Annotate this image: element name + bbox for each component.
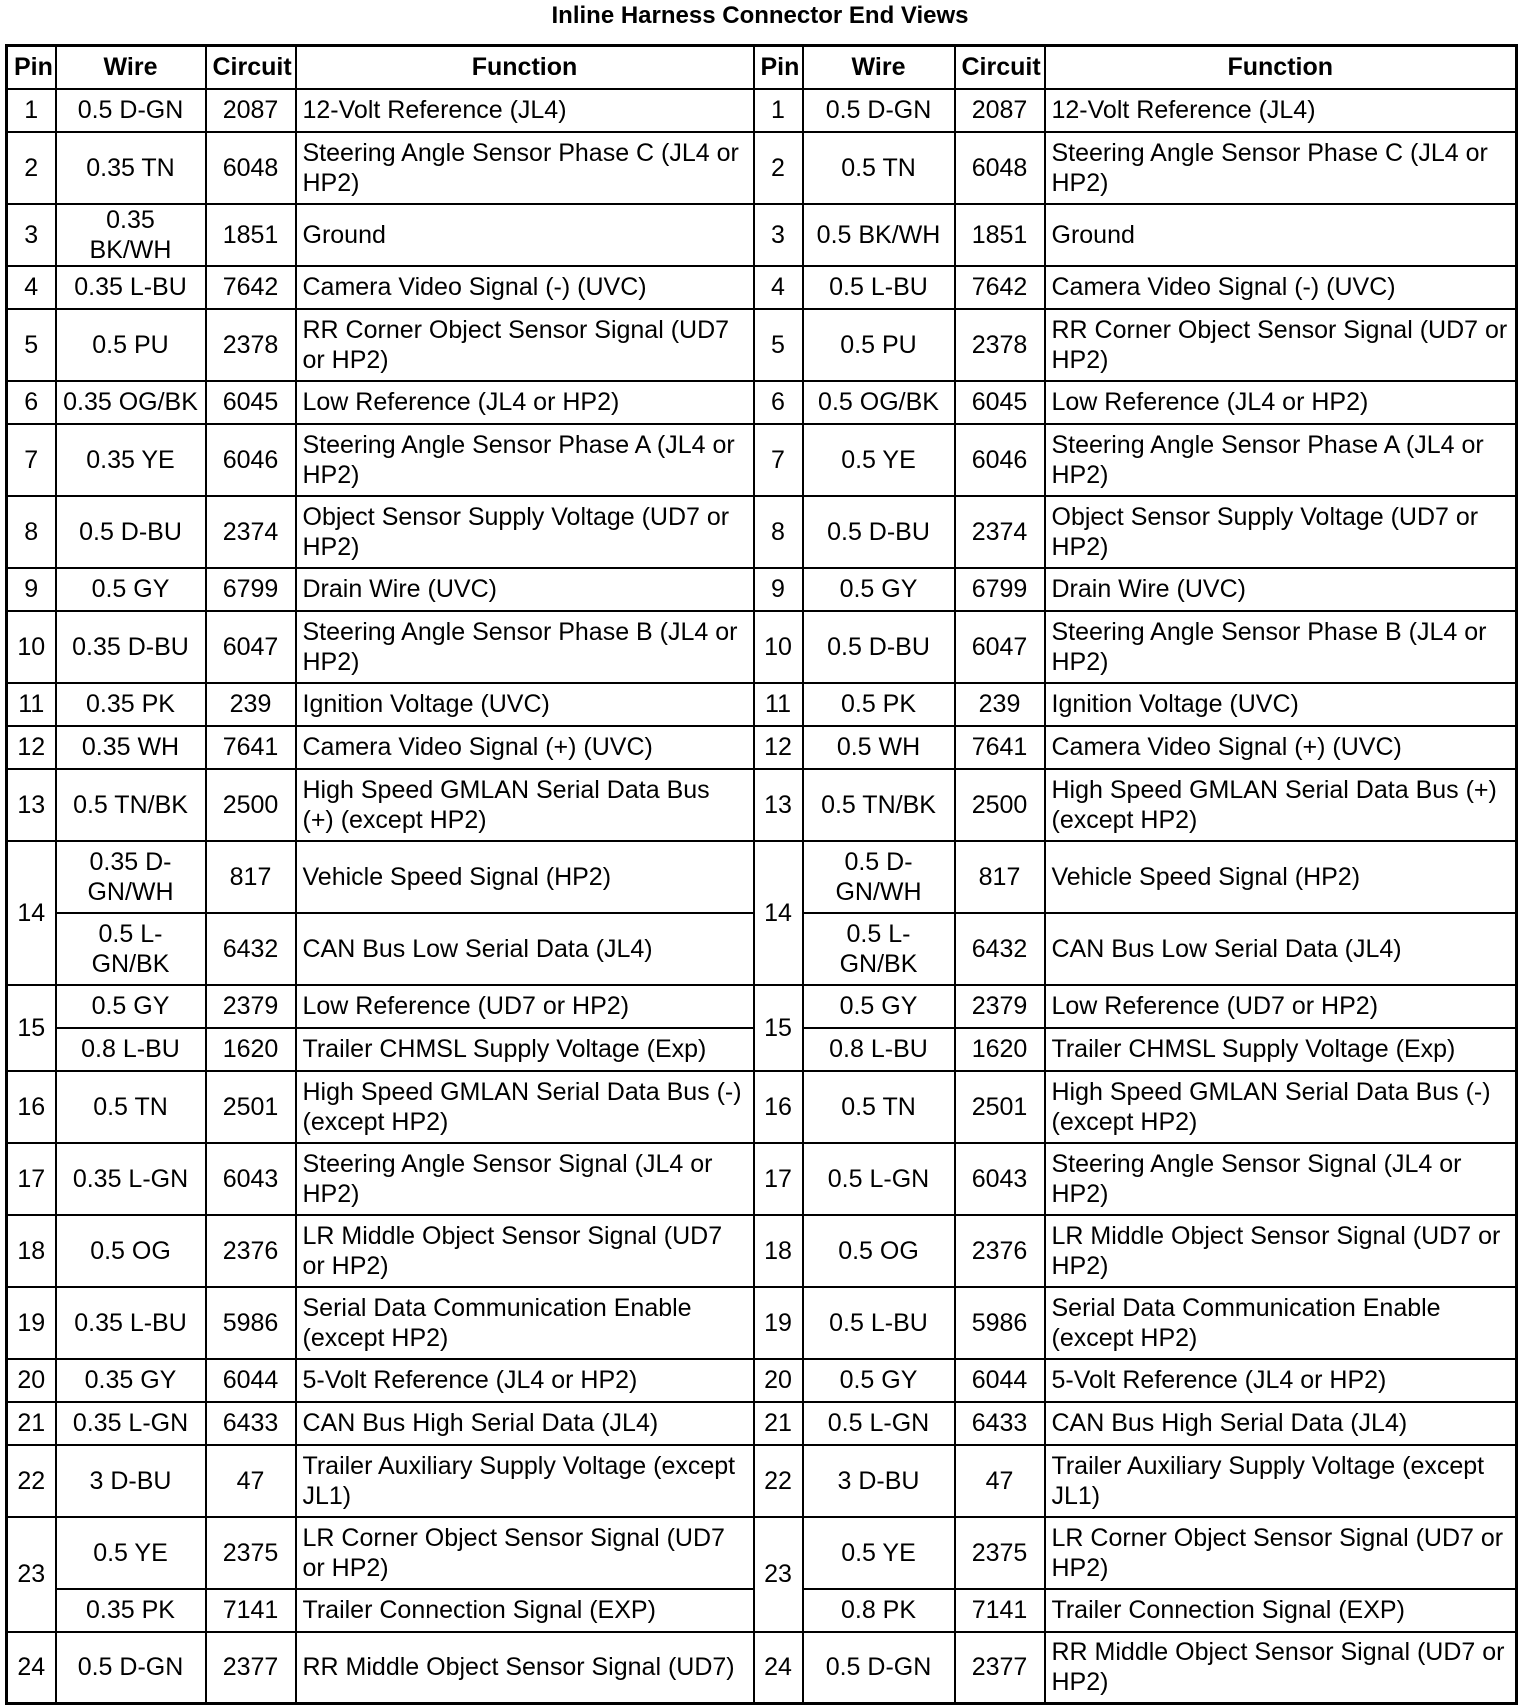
circuit-cell: 2376 <box>206 1215 296 1287</box>
wire-cell: 0.5 D-BU <box>803 611 955 683</box>
function-cell: Steering Angle Sensor Phase B (JL4 or HP2) <box>1045 611 1517 683</box>
function-cell: RR Corner Object Sensor Signal (UD7 or HP2) <box>1045 309 1517 381</box>
function-cell: Low Reference (JL4 or HP2) <box>296 381 754 424</box>
pin-cell: 17 <box>754 1143 803 1215</box>
table-row <box>7 1402 1517 1445</box>
wire-cell: 0.5 TN <box>803 1071 955 1143</box>
circuit-cell: 47 <box>206 1445 296 1517</box>
wire-cell: 0.35 GY <box>56 1359 206 1402</box>
pin-cell: 21 <box>7 1402 56 1445</box>
wire-cell: 0.5 D-GN <box>803 1632 955 1704</box>
circuit-cell: 6433 <box>206 1402 296 1445</box>
circuit-cell: 6043 <box>955 1143 1045 1215</box>
table-row <box>7 1359 1517 1402</box>
wire-cell: 0.5 OG <box>803 1215 955 1287</box>
pin-cell: 10 <box>7 611 56 683</box>
wire-cell: 0.5 TN/BK <box>803 769 955 841</box>
pin-cell: 12 <box>7 726 56 769</box>
pin-cell: 5 <box>7 309 56 381</box>
pin-cell: 5 <box>754 309 803 381</box>
wire-cell: 0.5 YE <box>803 424 955 496</box>
function-cell: Steering Angle Sensor Signal (JL4 or HP2) <box>296 1143 754 1215</box>
function-cell: Camera Video Signal (+) (UVC) <box>1045 726 1517 769</box>
pin-cell: 6 <box>7 381 56 424</box>
pin-cell: 2 <box>754 132 803 204</box>
circuit-cell: 817 <box>955 841 1045 913</box>
pin-cell: 19 <box>7 1287 56 1359</box>
pin-cell: 8 <box>754 496 803 568</box>
circuit-cell: 817 <box>206 841 296 913</box>
table-row <box>7 266 1517 309</box>
wire-cell: 0.35 WH <box>56 726 206 769</box>
circuit-cell: 6045 <box>206 381 296 424</box>
circuit-cell: 7641 <box>206 726 296 769</box>
circuit-cell: 2087 <box>206 89 296 132</box>
circuit-cell: 6046 <box>206 424 296 496</box>
function-cell: Trailer CHMSL Supply Voltage (Exp) <box>296 1028 754 1071</box>
pin-cell: 22 <box>754 1445 803 1517</box>
circuit-cell: 6046 <box>955 424 1045 496</box>
function-cell: High Speed GMLAN Serial Data Bus (+) (except HP2) <box>1045 769 1517 841</box>
wire-cell: 0.5 D-BU <box>803 496 955 568</box>
circuit-cell: 7642 <box>206 266 296 309</box>
function-cell: High Speed GMLAN Serial Data Bus (-) (except HP2) <box>1045 1071 1517 1143</box>
pin-cell: 20 <box>754 1359 803 1402</box>
wire-cell: 0.8 L-BU <box>803 1028 955 1071</box>
circuit-cell: 2501 <box>206 1071 296 1143</box>
wire-cell: 0.5 D-GN <box>56 89 206 132</box>
wire-cell: 0.5 D-GN <box>56 1632 206 1704</box>
function-cell: Trailer Auxiliary Supply Voltage (except JL1) <box>296 1445 754 1517</box>
wire-cell: 0.5 PK <box>803 683 955 726</box>
circuit-cell: 2377 <box>206 1632 296 1704</box>
circuit-cell: 1851 <box>955 204 1045 266</box>
table-row <box>7 1071 1517 1143</box>
function-cell: Ground <box>1045 204 1517 266</box>
wire-cell: 0.35 D-GN/WH <box>56 841 206 913</box>
function-cell: Ignition Voltage (UVC) <box>1045 683 1517 726</box>
pin-cell: 11 <box>7 683 56 726</box>
header-function-right: Function <box>1045 46 1517 89</box>
pin-cell: 1 <box>7 89 56 132</box>
pin-cell: 1 <box>754 89 803 132</box>
header-circuit-left: Circuit <box>206 46 296 89</box>
circuit-cell: 6043 <box>206 1143 296 1215</box>
wire-cell: 0.5 GY <box>803 985 955 1028</box>
function-cell: Steering Angle Sensor Phase B (JL4 or HP2) <box>296 611 754 683</box>
table-row <box>7 132 1517 204</box>
pin-cell: 24 <box>754 1632 803 1704</box>
circuit-cell: 2374 <box>955 496 1045 568</box>
pin-cell: 2 <box>7 132 56 204</box>
wire-cell: 0.8 PK <box>803 1589 955 1632</box>
table-row <box>7 89 1517 132</box>
circuit-cell: 6799 <box>206 568 296 611</box>
pin-cell: 4 <box>754 266 803 309</box>
table-row <box>7 204 1517 266</box>
wire-cell: 3 D-BU <box>803 1445 955 1517</box>
circuit-cell: 2377 <box>955 1632 1045 1704</box>
wire-cell: 0.35 L-GN <box>56 1143 206 1215</box>
function-cell: Trailer Connection Signal (EXP) <box>1045 1589 1517 1632</box>
pin-cell: 13 <box>7 769 56 841</box>
pin-cell: 8 <box>7 496 56 568</box>
circuit-cell: 1620 <box>955 1028 1045 1071</box>
function-cell: 12-Volt Reference (JL4) <box>1045 89 1517 132</box>
function-cell: Camera Video Signal (-) (UVC) <box>1045 266 1517 309</box>
function-cell: Camera Video Signal (+) (UVC) <box>296 726 754 769</box>
function-cell: Serial Data Communication Enable (except HP2) <box>296 1287 754 1359</box>
wire-cell: 0.5 L-GN/BK <box>803 913 955 985</box>
table-row <box>7 568 1517 611</box>
circuit-cell: 2501 <box>955 1071 1045 1143</box>
pin-cell: 9 <box>7 568 56 611</box>
header-pin-right: Pin <box>754 46 803 89</box>
pin-cell: 14 <box>754 841 803 985</box>
table-row <box>7 424 1517 496</box>
wire-cell: 0.5 GY <box>803 1359 955 1402</box>
circuit-cell: 5986 <box>206 1287 296 1359</box>
circuit-cell: 2087 <box>955 89 1045 132</box>
circuit-cell: 7141 <box>206 1589 296 1632</box>
pin-cell: 6 <box>754 381 803 424</box>
wire-cell: 0.5 GY <box>803 568 955 611</box>
wire-cell: 0.5 D-GN <box>803 89 955 132</box>
circuit-cell: 2378 <box>955 309 1045 381</box>
function-cell: Vehicle Speed Signal (HP2) <box>1045 841 1517 913</box>
function-cell: CAN Bus Low Serial Data (JL4) <box>296 913 754 985</box>
function-cell: RR Corner Object Sensor Signal (UD7 or HP2) <box>296 309 754 381</box>
function-cell: Low Reference (UD7 or HP2) <box>1045 985 1517 1028</box>
pin-cell: 11 <box>754 683 803 726</box>
function-cell: CAN Bus High Serial Data (JL4) <box>1045 1402 1517 1445</box>
function-cell: Steering Angle Sensor Phase A (JL4 or HP2) <box>1045 424 1517 496</box>
wire-cell: 0.35 TN <box>56 132 206 204</box>
function-cell: Low Reference (UD7 or HP2) <box>296 985 754 1028</box>
circuit-cell: 2374 <box>206 496 296 568</box>
function-cell: LR Middle Object Sensor Signal (UD7 or HP2) <box>1045 1215 1517 1287</box>
circuit-cell: 7141 <box>955 1589 1045 1632</box>
pin-cell: 19 <box>754 1287 803 1359</box>
function-cell: 5-Volt Reference (JL4 or HP2) <box>1045 1359 1517 1402</box>
pin-cell: 3 <box>7 204 56 266</box>
circuit-cell: 6047 <box>955 611 1045 683</box>
pin-cell: 17 <box>7 1143 56 1215</box>
header-row <box>7 46 1517 89</box>
function-cell: Trailer CHMSL Supply Voltage (Exp) <box>1045 1028 1517 1071</box>
wire-cell: 0.35 BK/WH <box>56 204 206 266</box>
circuit-cell: 2376 <box>955 1215 1045 1287</box>
pin-cell: 23 <box>754 1517 803 1632</box>
circuit-cell: 2500 <box>206 769 296 841</box>
function-cell: LR Middle Object Sensor Signal (UD7 or HP2) <box>296 1215 754 1287</box>
circuit-cell: 5986 <box>955 1287 1045 1359</box>
function-cell: High Speed GMLAN Serial Data Bus (+) (except HP2) <box>296 769 754 841</box>
wire-cell: 0.5 BK/WH <box>803 204 955 266</box>
pin-cell: 9 <box>754 568 803 611</box>
table-row <box>7 1143 1517 1215</box>
wire-cell: 0.35 YE <box>56 424 206 496</box>
pin-cell: 13 <box>754 769 803 841</box>
table-row <box>7 1287 1517 1359</box>
pin-cell: 22 <box>7 1445 56 1517</box>
pin-cell: 24 <box>7 1632 56 1704</box>
wire-cell: 0.5 TN <box>56 1071 206 1143</box>
function-cell: Steering Angle Sensor Phase C (JL4 or HP2) <box>1045 132 1517 204</box>
wire-cell: 0.5 WH <box>803 726 955 769</box>
wire-cell: 0.5 PU <box>56 309 206 381</box>
table-row <box>7 985 1517 1028</box>
table-row <box>7 841 1517 913</box>
circuit-cell: 6432 <box>955 913 1045 985</box>
wire-cell: 0.35 PK <box>56 1589 206 1632</box>
table-row <box>7 1445 1517 1517</box>
function-cell: Steering Angle Sensor Phase A (JL4 or HP2) <box>296 424 754 496</box>
circuit-cell: 1620 <box>206 1028 296 1071</box>
header-wire-right: Wire <box>803 46 955 89</box>
circuit-cell: 2375 <box>206 1517 296 1589</box>
pin-cell: 18 <box>754 1215 803 1287</box>
table-row <box>7 1517 1517 1589</box>
wire-cell: 0.5 L-BU <box>803 266 955 309</box>
wire-cell: 0.5 L-GN <box>803 1143 955 1215</box>
table-row <box>7 683 1517 726</box>
wire-cell: 0.5 GY <box>56 985 206 1028</box>
wire-cell: 0.35 D-BU <box>56 611 206 683</box>
wire-cell: 0.35 L-BU <box>56 1287 206 1359</box>
wire-cell: 0.5 L-BU <box>803 1287 955 1359</box>
pin-cell: 15 <box>7 985 56 1071</box>
wire-cell: 0.5 L-GN/BK <box>56 913 206 985</box>
connector-table <box>5 44 1518 1705</box>
wire-cell: 0.5 L-GN <box>803 1402 955 1445</box>
wire-cell: 0.5 D-GN/WH <box>803 841 955 913</box>
pin-cell: 14 <box>7 841 56 985</box>
pin-cell: 12 <box>754 726 803 769</box>
circuit-cell: 6433 <box>955 1402 1045 1445</box>
pin-cell: 3 <box>754 204 803 266</box>
wire-cell: 0.5 GY <box>56 568 206 611</box>
circuit-cell: 2375 <box>955 1517 1045 1589</box>
circuit-cell: 6044 <box>206 1359 296 1402</box>
wire-cell: 0.8 L-BU <box>56 1028 206 1071</box>
circuit-cell: 6048 <box>955 132 1045 204</box>
header-wire-left: Wire <box>56 46 206 89</box>
function-cell: Object Sensor Supply Voltage (UD7 or HP2) <box>1045 496 1517 568</box>
circuit-cell: 6799 <box>955 568 1045 611</box>
circuit-cell: 6432 <box>206 913 296 985</box>
circuit-cell: 2378 <box>206 309 296 381</box>
wire-cell: 0.5 TN/BK <box>56 769 206 841</box>
function-cell: Steering Angle Sensor Signal (JL4 or HP2) <box>1045 1143 1517 1215</box>
header-circuit-right: Circuit <box>955 46 1045 89</box>
pin-cell: 16 <box>754 1071 803 1143</box>
function-cell: Ignition Voltage (UVC) <box>296 683 754 726</box>
pin-cell: 16 <box>7 1071 56 1143</box>
table-row <box>7 1632 1517 1704</box>
pin-cell: 7 <box>754 424 803 496</box>
function-cell: 5-Volt Reference (JL4 or HP2) <box>296 1359 754 1402</box>
circuit-cell: 239 <box>955 683 1045 726</box>
function-cell: 12-Volt Reference (JL4) <box>296 89 754 132</box>
function-cell: Camera Video Signal (-) (UVC) <box>296 266 754 309</box>
wire-cell: 0.5 YE <box>803 1517 955 1589</box>
circuit-cell: 2500 <box>955 769 1045 841</box>
function-cell: Steering Angle Sensor Phase C (JL4 or HP2) <box>296 132 754 204</box>
circuit-cell: 7642 <box>955 266 1045 309</box>
table-row <box>7 381 1517 424</box>
wire-cell: 0.5 TN <box>803 132 955 204</box>
wire-cell: 0.5 D-BU <box>56 496 206 568</box>
circuit-cell: 47 <box>955 1445 1045 1517</box>
table-row <box>7 611 1517 683</box>
pin-cell: 23 <box>7 1517 56 1632</box>
pin-cell: 18 <box>7 1215 56 1287</box>
circuit-cell: 6047 <box>206 611 296 683</box>
function-cell: High Speed GMLAN Serial Data Bus (-) (except HP2) <box>296 1071 754 1143</box>
table-row <box>7 309 1517 381</box>
pin-cell: 21 <box>754 1402 803 1445</box>
circuit-cell: 7641 <box>955 726 1045 769</box>
header-pin-left: Pin <box>7 46 56 89</box>
function-cell: Object Sensor Supply Voltage (UD7 or HP2) <box>296 496 754 568</box>
function-cell: LR Corner Object Sensor Signal (UD7 or HP2) <box>1045 1517 1517 1589</box>
function-cell: LR Corner Object Sensor Signal (UD7 or HP2) <box>296 1517 754 1589</box>
function-cell: RR Middle Object Sensor Signal (UD7) <box>296 1632 754 1704</box>
function-cell: Drain Wire (UVC) <box>296 568 754 611</box>
wire-cell: 0.35 OG/BK <box>56 381 206 424</box>
wire-cell: 0.35 PK <box>56 683 206 726</box>
circuit-cell: 239 <box>206 683 296 726</box>
function-cell: Ground <box>296 204 754 266</box>
page-title: Inline Harness Connector End Views <box>551 2 969 29</box>
function-cell: Serial Data Communication Enable (except HP2) <box>1045 1287 1517 1359</box>
circuit-cell: 6048 <box>206 132 296 204</box>
pin-cell: 20 <box>7 1359 56 1402</box>
function-cell: Low Reference (JL4 or HP2) <box>1045 381 1517 424</box>
wire-cell: 0.35 L-GN <box>56 1402 206 1445</box>
circuit-cell: 2379 <box>206 985 296 1028</box>
circuit-cell: 6045 <box>955 381 1045 424</box>
wire-cell: 0.35 L-BU <box>56 266 206 309</box>
function-cell: CAN Bus High Serial Data (JL4) <box>296 1402 754 1445</box>
pin-cell: 4 <box>7 266 56 309</box>
table-row <box>7 1215 1517 1287</box>
circuit-cell: 1851 <box>206 204 296 266</box>
function-cell: Drain Wire (UVC) <box>1045 568 1517 611</box>
table-row <box>7 496 1517 568</box>
wire-cell: 0.5 OG <box>56 1215 206 1287</box>
circuit-cell: 6044 <box>955 1359 1045 1402</box>
header-function-left: Function <box>296 46 754 89</box>
function-cell: CAN Bus Low Serial Data (JL4) <box>1045 913 1517 985</box>
wire-cell: 0.5 OG/BK <box>803 381 955 424</box>
circuit-cell: 2379 <box>955 985 1045 1028</box>
function-cell: RR Middle Object Sensor Signal (UD7 or HP2) <box>1045 1632 1517 1704</box>
wire-cell: 3 D-BU <box>56 1445 206 1517</box>
wire-cell: 0.5 YE <box>56 1517 206 1589</box>
pin-cell: 10 <box>754 611 803 683</box>
function-cell: Trailer Auxiliary Supply Voltage (except JL1) <box>1045 1445 1517 1517</box>
function-cell: Vehicle Speed Signal (HP2) <box>296 841 754 913</box>
wire-cell: 0.5 PU <box>803 309 955 381</box>
table-row <box>7 726 1517 769</box>
function-cell: Trailer Connection Signal (EXP) <box>296 1589 754 1632</box>
pin-cell: 7 <box>7 424 56 496</box>
table-row <box>7 769 1517 841</box>
pin-cell: 15 <box>754 985 803 1071</box>
